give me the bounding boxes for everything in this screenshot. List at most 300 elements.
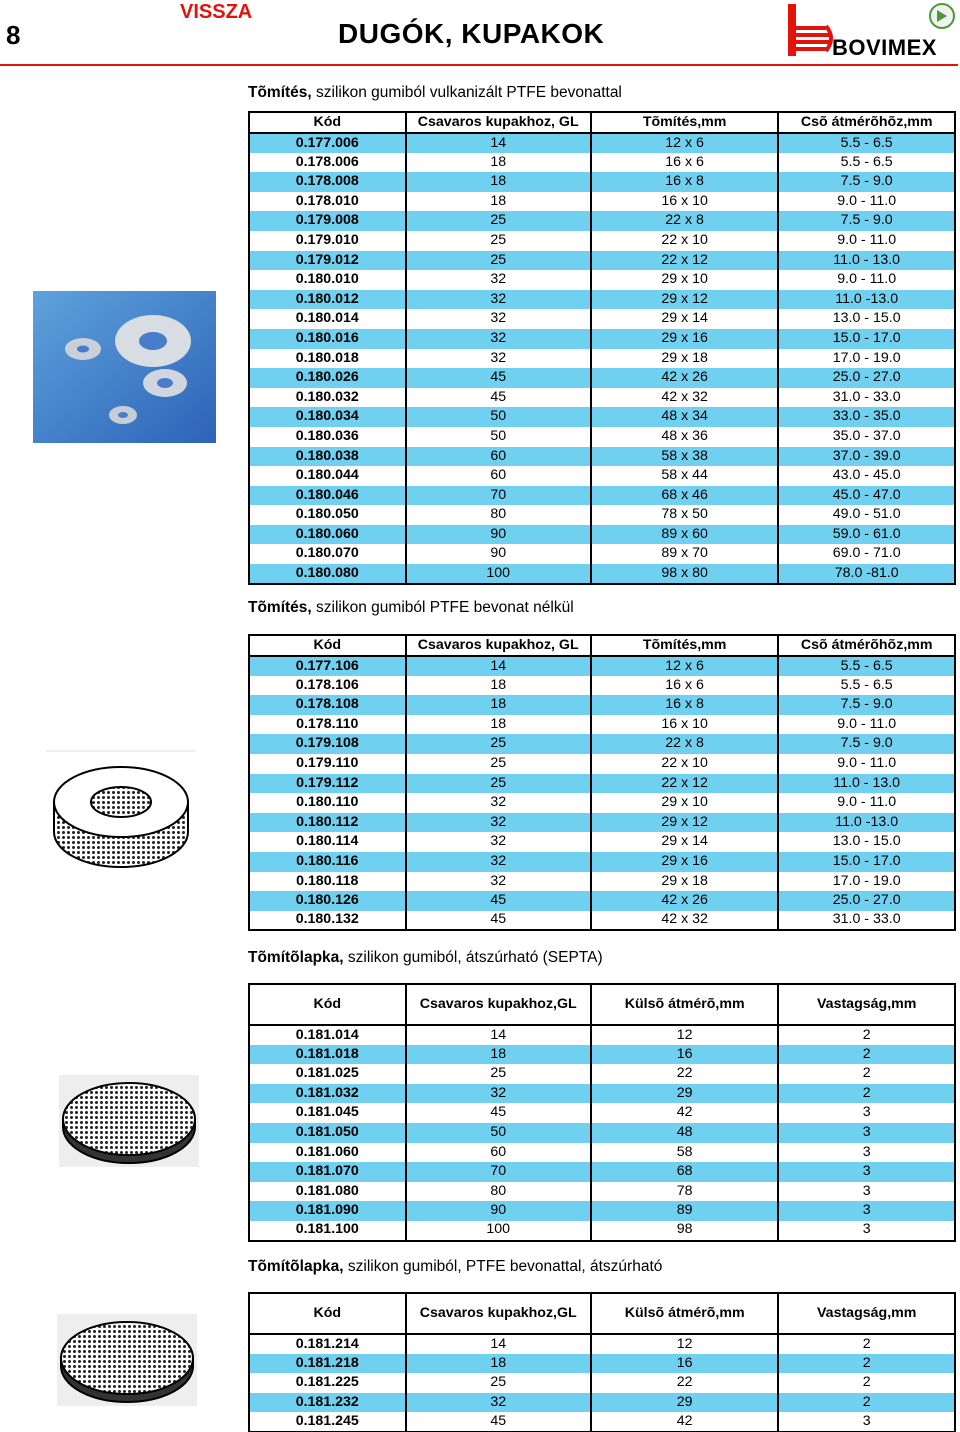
column-header: Tõmítés,mm xyxy=(591,112,778,133)
table-cell: 98 xyxy=(591,1221,778,1241)
table-row xyxy=(249,211,955,231)
column-header: Csavaros kupakhoz, GL xyxy=(406,112,591,133)
table-cell: 50 xyxy=(406,1123,591,1143)
product-code: 0.181.100 xyxy=(249,1221,406,1241)
table-cell: 22 xyxy=(591,1373,778,1393)
product-code: 0.180.036 xyxy=(249,427,406,447)
product-code: 0.180.016 xyxy=(249,329,406,349)
table-cell: 18 xyxy=(406,695,591,715)
table-cell: 2 xyxy=(778,1064,955,1084)
table-cell: 9.0 - 11.0 xyxy=(778,754,955,774)
table-cell: 68 xyxy=(591,1162,778,1182)
product-code: 0.178.010 xyxy=(249,192,406,212)
product-code: 0.179.012 xyxy=(249,251,406,271)
table-ptfe-coated-seal xyxy=(248,111,956,585)
product-code: 0.181.090 xyxy=(249,1201,406,1221)
table-cell: 29 xyxy=(591,1084,778,1104)
table-cell: 7.5 - 9.0 xyxy=(778,695,955,715)
table-cell: 50 xyxy=(406,407,591,427)
product-code: 0.180.116 xyxy=(249,852,406,872)
table-cell: 35.0 - 37.0 xyxy=(778,427,955,447)
product-code: 0.181.245 xyxy=(249,1412,406,1432)
table-cell: 32 xyxy=(406,309,591,329)
product-code: 0.181.050 xyxy=(249,1123,406,1143)
table-cell: 29 x 16 xyxy=(591,329,778,349)
table-cell: 22 x 8 xyxy=(591,734,778,754)
table-row xyxy=(249,1182,955,1202)
table-row xyxy=(249,427,955,447)
table-cell: 43.0 - 45.0 xyxy=(778,466,955,486)
column-header: Kód xyxy=(249,1293,406,1334)
seal-ring-drawing xyxy=(46,750,196,880)
table-row xyxy=(249,1393,955,1413)
product-code: 0.181.214 xyxy=(249,1334,406,1354)
table-cell: 45 xyxy=(406,1412,591,1432)
table-cell: 45.0 - 47.0 xyxy=(778,486,955,506)
bovimex-logo xyxy=(786,2,958,62)
table-row xyxy=(249,1084,955,1104)
table-cell: 70 xyxy=(406,1162,591,1182)
page-number: 8 xyxy=(6,20,21,50)
table-cell: 45 xyxy=(406,388,591,408)
table-cell: 90 xyxy=(406,1201,591,1221)
table-row xyxy=(249,676,955,696)
section-title-ptfe-septa: Tõmítõlapka, szilikon gumiból, PTFE bevonattal, átszúrható xyxy=(248,1258,663,1275)
table-cell: 13.0 - 15.0 xyxy=(778,309,955,329)
product-code: 0.180.118 xyxy=(249,872,406,892)
table-cell: 12 xyxy=(591,1334,778,1354)
table-cell: 32 xyxy=(406,813,591,833)
table-cell: 25 xyxy=(406,734,591,754)
product-code: 0.181.225 xyxy=(249,1373,406,1393)
table-row xyxy=(249,1025,955,1045)
product-code: 0.181.025 xyxy=(249,1064,406,1084)
product-code: 0.180.050 xyxy=(249,505,406,525)
table-cell: 22 xyxy=(591,1064,778,1084)
table-cell: 25 xyxy=(406,754,591,774)
table-cell: 12 x 6 xyxy=(591,133,778,153)
table-cell: 32 xyxy=(406,852,591,872)
table-cell: 32 xyxy=(406,270,591,290)
table-cell: 2 xyxy=(778,1084,955,1104)
table-cell: 7.5 - 9.0 xyxy=(778,734,955,754)
product-code: 0.180.018 xyxy=(249,349,406,369)
product-code: 0.180.112 xyxy=(249,813,406,833)
table-row xyxy=(249,407,955,427)
section-title-septa: Tõmítõlapka, szilikon gumiból, átszúrható (SEPTA) xyxy=(248,949,603,966)
table-ptfe-septa xyxy=(248,1292,956,1432)
table-cell: 15.0 - 17.0 xyxy=(778,852,955,872)
column-header: Csavaros kupakhoz,GL xyxy=(406,984,591,1025)
table-cell: 48 x 36 xyxy=(591,427,778,447)
table-cell: 9.0 - 11.0 xyxy=(778,192,955,212)
table-cell: 29 x 12 xyxy=(591,290,778,310)
column-header: Csõ átmérõhõz,mm xyxy=(778,112,955,133)
table-cell: 29 xyxy=(591,1393,778,1413)
table-cell: 60 xyxy=(406,1143,591,1163)
table-cell: 32 xyxy=(406,1393,591,1413)
table-cell: 22 x 8 xyxy=(591,211,778,231)
table-row xyxy=(249,466,955,486)
table-septa xyxy=(248,983,956,1242)
table-cell: 29 x 10 xyxy=(591,270,778,290)
table-cell: 3 xyxy=(778,1103,955,1123)
product-code: 0.181.070 xyxy=(249,1162,406,1182)
table-row xyxy=(249,911,955,931)
product-code: 0.178.106 xyxy=(249,676,406,696)
table-cell: 48 xyxy=(591,1123,778,1143)
product-code: 0.180.032 xyxy=(249,388,406,408)
table-cell: 78 x 50 xyxy=(591,505,778,525)
table-cell: 12 x 6 xyxy=(591,656,778,676)
table-row xyxy=(249,1045,955,1065)
table-row xyxy=(249,715,955,735)
table-row xyxy=(249,309,955,329)
table-cell: 32 xyxy=(406,349,591,369)
certification-seal-icon xyxy=(928,2,956,30)
table-header-row xyxy=(249,1293,955,1334)
table-cell: 48 x 34 xyxy=(591,407,778,427)
table-row xyxy=(249,793,955,813)
section-title-ptfe-coated-seal: Tõmítés, szilikon gumiból vulkanizált PTFE bevonattal xyxy=(248,84,622,101)
table-cell: 58 xyxy=(591,1143,778,1163)
table-cell: 80 xyxy=(406,1182,591,1202)
table-cell: 90 xyxy=(406,525,591,545)
table-header-row xyxy=(249,635,955,656)
table-row xyxy=(249,388,955,408)
table-cell: 3 xyxy=(778,1162,955,1182)
table-cell: 2 xyxy=(778,1334,955,1354)
column-header: Vastagság,mm xyxy=(778,984,955,1025)
table-cell: 60 xyxy=(406,447,591,467)
table-cell: 42 x 32 xyxy=(591,911,778,931)
table-cell: 25.0 - 27.0 xyxy=(778,368,955,388)
table-cell: 2 xyxy=(778,1354,955,1374)
table-cell: 9.0 - 11.0 xyxy=(778,793,955,813)
table-row xyxy=(249,734,955,754)
table-cell: 5.5 - 6.5 xyxy=(778,676,955,696)
table-cell: 45 xyxy=(406,368,591,388)
table-cell: 3 xyxy=(778,1123,955,1143)
table-cell: 60 xyxy=(406,466,591,486)
table-cell: 32 xyxy=(406,1084,591,1104)
seal-rings-photo xyxy=(33,291,216,443)
table-cell: 2 xyxy=(778,1045,955,1065)
product-code: 0.180.014 xyxy=(249,309,406,329)
table-row xyxy=(249,1123,955,1143)
table-cell: 29 x 10 xyxy=(591,793,778,813)
column-header: Csavaros kupakhoz,GL xyxy=(406,1293,591,1334)
product-code: 0.179.008 xyxy=(249,211,406,231)
table-cell: 32 xyxy=(406,290,591,310)
table-row xyxy=(249,656,955,676)
table-cell: 14 xyxy=(406,1334,591,1354)
table-cell: 78 xyxy=(591,1182,778,1202)
table-cell: 11.0 - 13.0 xyxy=(778,251,955,271)
table-cell: 16 x 8 xyxy=(591,172,778,192)
table-row xyxy=(249,1143,955,1163)
table-cell: 45 xyxy=(406,1103,591,1123)
table-cell: 16 x 8 xyxy=(591,695,778,715)
table-cell: 9.0 - 11.0 xyxy=(778,270,955,290)
table-cell: 42 xyxy=(591,1103,778,1123)
column-header: Vastagság,mm xyxy=(778,1293,955,1334)
product-code: 0.181.232 xyxy=(249,1393,406,1413)
table-cell: 16 x 6 xyxy=(591,676,778,696)
table-cell: 9.0 - 11.0 xyxy=(778,715,955,735)
product-code: 0.179.112 xyxy=(249,774,406,794)
column-header: Csõ átmérõhõz,mm xyxy=(778,635,955,656)
table-row xyxy=(249,544,955,564)
table-cell: 50 xyxy=(406,427,591,447)
table-cell: 9.0 - 11.0 xyxy=(778,231,955,251)
table-cell: 18 xyxy=(406,715,591,735)
back-link[interactable]: VISSZA xyxy=(180,1,253,23)
product-code: 0.181.014 xyxy=(249,1025,406,1045)
table-cell: 25 xyxy=(406,1064,591,1084)
table-cell: 18 xyxy=(406,1045,591,1065)
table-cell: 29 x 18 xyxy=(591,872,778,892)
column-header: Kód xyxy=(249,112,406,133)
table-cell: 25.0 - 27.0 xyxy=(778,891,955,911)
table-cell: 70 xyxy=(406,486,591,506)
table-cell: 5.5 - 6.5 xyxy=(778,133,955,153)
table-row xyxy=(249,564,955,584)
table-cell: 13.0 - 15.0 xyxy=(778,832,955,852)
table-cell: 22 x 12 xyxy=(591,774,778,794)
table-row xyxy=(249,505,955,525)
table-cell: 18 xyxy=(406,172,591,192)
table-cell: 18 xyxy=(406,1354,591,1374)
table-cell: 22 x 10 xyxy=(591,231,778,251)
table-row xyxy=(249,329,955,349)
table-row xyxy=(249,774,955,794)
product-code: 0.178.108 xyxy=(249,695,406,715)
product-code: 0.180.046 xyxy=(249,486,406,506)
product-code: 0.181.060 xyxy=(249,1143,406,1163)
table-cell: 7.5 - 9.0 xyxy=(778,172,955,192)
table-cell: 25 xyxy=(406,1373,591,1393)
table-cell: 32 xyxy=(406,329,591,349)
table-cell: 42 xyxy=(591,1412,778,1432)
table-uncoated-seal xyxy=(248,634,956,931)
table-row xyxy=(249,447,955,467)
table-row xyxy=(249,891,955,911)
table-row xyxy=(249,1064,955,1084)
table-row xyxy=(249,192,955,212)
table-row xyxy=(249,852,955,872)
table-row xyxy=(249,270,955,290)
product-code: 0.178.008 xyxy=(249,172,406,192)
product-code: 0.180.044 xyxy=(249,466,406,486)
product-code: 0.179.010 xyxy=(249,231,406,251)
table-cell: 59.0 - 61.0 xyxy=(778,525,955,545)
table-cell: 42 x 26 xyxy=(591,368,778,388)
table-cell: 2 xyxy=(778,1373,955,1393)
table-cell: 16 x 10 xyxy=(591,192,778,212)
table-cell: 32 xyxy=(406,832,591,852)
table-row xyxy=(249,1412,955,1432)
table-cell: 17.0 - 19.0 xyxy=(778,872,955,892)
table-row xyxy=(249,153,955,173)
product-code: 0.180.114 xyxy=(249,832,406,852)
table-cell: 3 xyxy=(778,1201,955,1221)
table-cell: 69.0 - 71.0 xyxy=(778,544,955,564)
table-cell: 18 xyxy=(406,153,591,173)
product-code: 0.178.110 xyxy=(249,715,406,735)
table-cell: 33.0 - 35.0 xyxy=(778,407,955,427)
table-cell: 12 xyxy=(591,1025,778,1045)
table-cell: 17.0 - 19.0 xyxy=(778,349,955,369)
product-code: 0.179.110 xyxy=(249,754,406,774)
logo-text: BOVIMEX xyxy=(832,35,937,60)
table-row xyxy=(249,290,955,310)
table-cell: 49.0 - 51.0 xyxy=(778,505,955,525)
table-cell: 45 xyxy=(406,911,591,931)
table-cell: 31.0 - 33.0 xyxy=(778,911,955,931)
table-row xyxy=(249,486,955,506)
column-header: Külsõ átmérõ,mm xyxy=(591,1293,778,1334)
product-code: 0.180.038 xyxy=(249,447,406,467)
product-code: 0.180.026 xyxy=(249,368,406,388)
table-row xyxy=(249,754,955,774)
column-header: Tõmítés,mm xyxy=(591,635,778,656)
product-code: 0.180.070 xyxy=(249,544,406,564)
table-row xyxy=(249,368,955,388)
column-header: Kód xyxy=(249,635,406,656)
table-cell: 16 xyxy=(591,1045,778,1065)
table-row xyxy=(249,1221,955,1241)
table-cell: 98 x 80 xyxy=(591,564,778,584)
table-cell: 29 x 16 xyxy=(591,852,778,872)
table-cell: 11.0 -13.0 xyxy=(778,290,955,310)
table-row xyxy=(249,133,955,153)
product-code: 0.180.080 xyxy=(249,564,406,584)
table-cell: 80 xyxy=(406,505,591,525)
table-cell: 5.5 - 6.5 xyxy=(778,153,955,173)
table-cell: 58 x 38 xyxy=(591,447,778,467)
table-cell: 29 x 14 xyxy=(591,832,778,852)
table-cell: 5.5 - 6.5 xyxy=(778,656,955,676)
table-row xyxy=(249,1103,955,1123)
product-code: 0.180.034 xyxy=(249,407,406,427)
table-row xyxy=(249,1162,955,1182)
table-cell: 3 xyxy=(778,1182,955,1202)
table-row xyxy=(249,1334,955,1354)
table-cell: 68 x 46 xyxy=(591,486,778,506)
table-row xyxy=(249,872,955,892)
page-title: DUGÓK, KUPAKOK xyxy=(338,18,605,49)
table-cell: 11.0 -13.0 xyxy=(778,813,955,833)
table-cell: 29 x 18 xyxy=(591,349,778,369)
table-row xyxy=(249,1201,955,1221)
table-cell: 58 x 44 xyxy=(591,466,778,486)
product-code: 0.180.060 xyxy=(249,525,406,545)
table-cell: 100 xyxy=(406,1221,591,1241)
table-cell: 14 xyxy=(406,656,591,676)
product-code: 0.180.012 xyxy=(249,290,406,310)
product-code: 0.181.032 xyxy=(249,1084,406,1104)
section-title-uncoated-seal: Tõmítés, szilikon gumiból PTFE bevonat nélkül xyxy=(248,599,574,616)
product-code: 0.177.106 xyxy=(249,656,406,676)
product-code: 0.179.108 xyxy=(249,734,406,754)
table-row xyxy=(249,349,955,369)
table-cell: 22 x 12 xyxy=(591,251,778,271)
table-cell: 14 xyxy=(406,133,591,153)
table-row xyxy=(249,172,955,192)
table-cell: 16 xyxy=(591,1354,778,1374)
product-code: 0.180.126 xyxy=(249,891,406,911)
table-cell: 16 x 10 xyxy=(591,715,778,735)
table-cell: 37.0 - 39.0 xyxy=(778,447,955,467)
table-cell: 3 xyxy=(778,1412,955,1432)
table-cell: 22 x 10 xyxy=(591,754,778,774)
table-row xyxy=(249,832,955,852)
table-row xyxy=(249,695,955,715)
table-cell: 31.0 - 33.0 xyxy=(778,388,955,408)
product-code: 0.181.018 xyxy=(249,1045,406,1065)
table-cell: 25 xyxy=(406,774,591,794)
table-cell: 42 x 26 xyxy=(591,891,778,911)
product-code: 0.181.218 xyxy=(249,1354,406,1374)
table-cell: 15.0 - 17.0 xyxy=(778,329,955,349)
table-cell: 3 xyxy=(778,1143,955,1163)
table-row xyxy=(249,813,955,833)
table-cell: 7.5 - 9.0 xyxy=(778,211,955,231)
table-header-row xyxy=(249,984,955,1025)
product-code: 0.181.045 xyxy=(249,1103,406,1123)
table-cell: 25 xyxy=(406,231,591,251)
column-header: Csavaros kupakhoz, GL xyxy=(406,635,591,656)
product-code: 0.181.080 xyxy=(249,1182,406,1202)
table-cell: 16 x 6 xyxy=(591,153,778,173)
table-row xyxy=(249,231,955,251)
table-cell: 3 xyxy=(778,1221,955,1241)
table-cell: 78.0 -81.0 xyxy=(778,564,955,584)
table-cell: 90 xyxy=(406,544,591,564)
table-cell: 18 xyxy=(406,192,591,212)
table-row xyxy=(249,1373,955,1393)
table-cell: 25 xyxy=(406,251,591,271)
column-header: Kód xyxy=(249,984,406,1025)
header-divider xyxy=(0,64,958,66)
table-cell: 32 xyxy=(406,793,591,813)
septa-disc-drawing xyxy=(59,1075,199,1167)
table-cell: 18 xyxy=(406,676,591,696)
product-code: 0.178.006 xyxy=(249,153,406,173)
table-cell: 89 x 70 xyxy=(591,544,778,564)
ptfe-septa-disc-drawing xyxy=(57,1314,197,1406)
table-cell: 2 xyxy=(778,1025,955,1045)
table-row xyxy=(249,1354,955,1374)
table-cell: 14 xyxy=(406,1025,591,1045)
product-code: 0.180.010 xyxy=(249,270,406,290)
table-cell: 29 x 14 xyxy=(591,309,778,329)
table-cell: 25 xyxy=(406,211,591,231)
product-code: 0.177.006 xyxy=(249,133,406,153)
table-row xyxy=(249,251,955,271)
table-cell: 32 xyxy=(406,872,591,892)
table-cell: 42 x 32 xyxy=(591,388,778,408)
table-cell: 11.0 - 13.0 xyxy=(778,774,955,794)
table-cell: 89 x 60 xyxy=(591,525,778,545)
product-code: 0.180.132 xyxy=(249,911,406,931)
table-cell: 100 xyxy=(406,564,591,584)
column-header: Külsõ átmérõ,mm xyxy=(591,984,778,1025)
table-cell: 45 xyxy=(406,891,591,911)
table-row xyxy=(249,525,955,545)
table-cell: 89 xyxy=(591,1201,778,1221)
